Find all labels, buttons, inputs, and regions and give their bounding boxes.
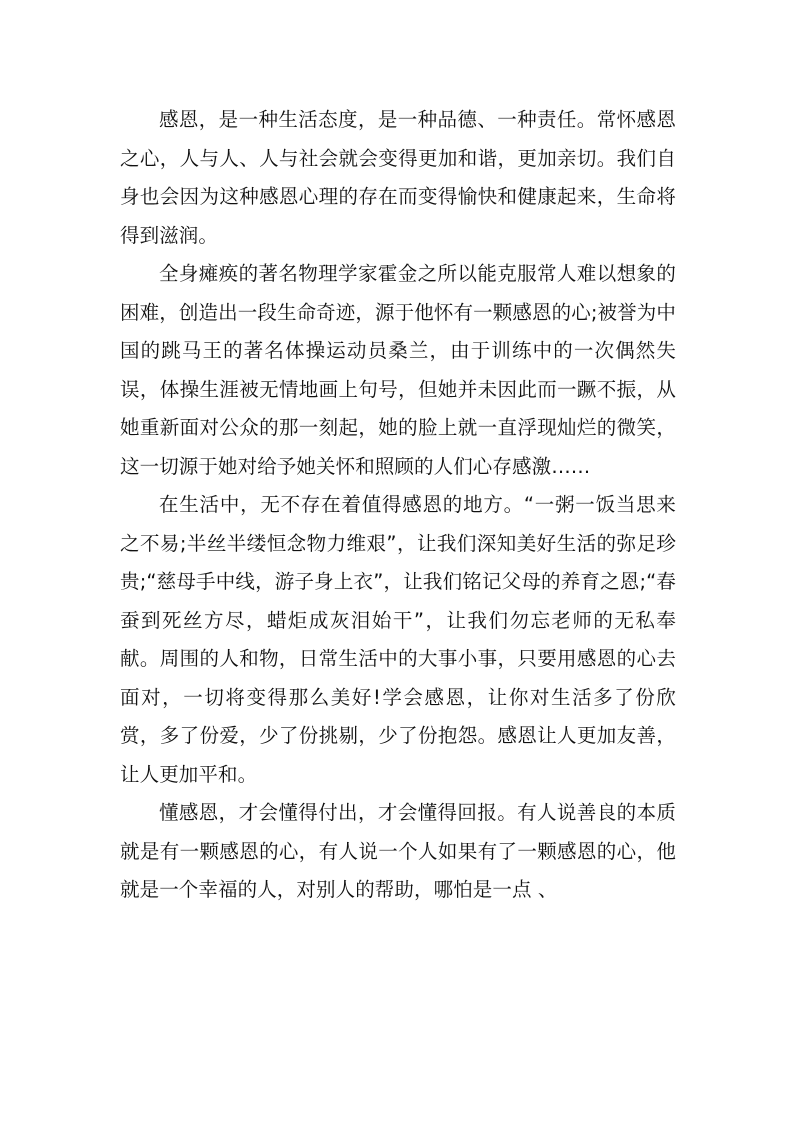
paragraph-1: 感恩，是一种生活态度，是一种品德、一种责任。常怀感恩之心，人与人、人与社会就会变得更加和谐，更加亲切。我们自身也会因为这种感恩心理的存在而变得愉快和健康起来，生命将得到滋润。	[120, 108, 676, 247]
paragraph-4: 懂感恩，才会懂得付出，才会懂得回报。有人说善良的本质就是有一颗感恩的心，有人说一个人如果有了一颗感恩的心，他就是一个幸福的人，对别人的帮助，哪怕是一点 、	[120, 801, 676, 901]
paragraph-2: 全身瘫痪的著名物理学家霍金之所以能克服常人难以想象的困难，创造出一段生命奇迹，源于他怀有一颗感恩的心;被誉为中国的跳马王的著名体操运动员桑兰，由于训练中的一次偶然失误，体操生涯被无情地画上句号，但她并未因此而一蹶不振，从她重新面对公众的那一刻起，她的脸上就一直浮现灿烂的微笑，这一切源于她对给予她关怀和照顾的人们心存感激……	[120, 262, 676, 478]
document-body	[120, 101, 676, 910]
paragraph-3: 在生活中，无不存在着值得感恩的地方。“一粥一饭当思来之不易;半丝半缕恒念物力维艰”，让我们深知美好生活的弥足珍贵;“慈母手中线，游子身上衣”，让我们铭记父母的养育之恩;“春蚕到死丝方尽，蜡炬成灰泪始干”，让我们勿忘老师的无私奉献。周围的人和物，日常生活中的大事小事，只要用感恩的心去面对，一切将变得那么美好!学会感恩，让你对生活多了份欣赏，多了份爱，少了份挑剔，少了份抱怨。感恩让人更加友善，让人更加平和。	[120, 493, 676, 786]
